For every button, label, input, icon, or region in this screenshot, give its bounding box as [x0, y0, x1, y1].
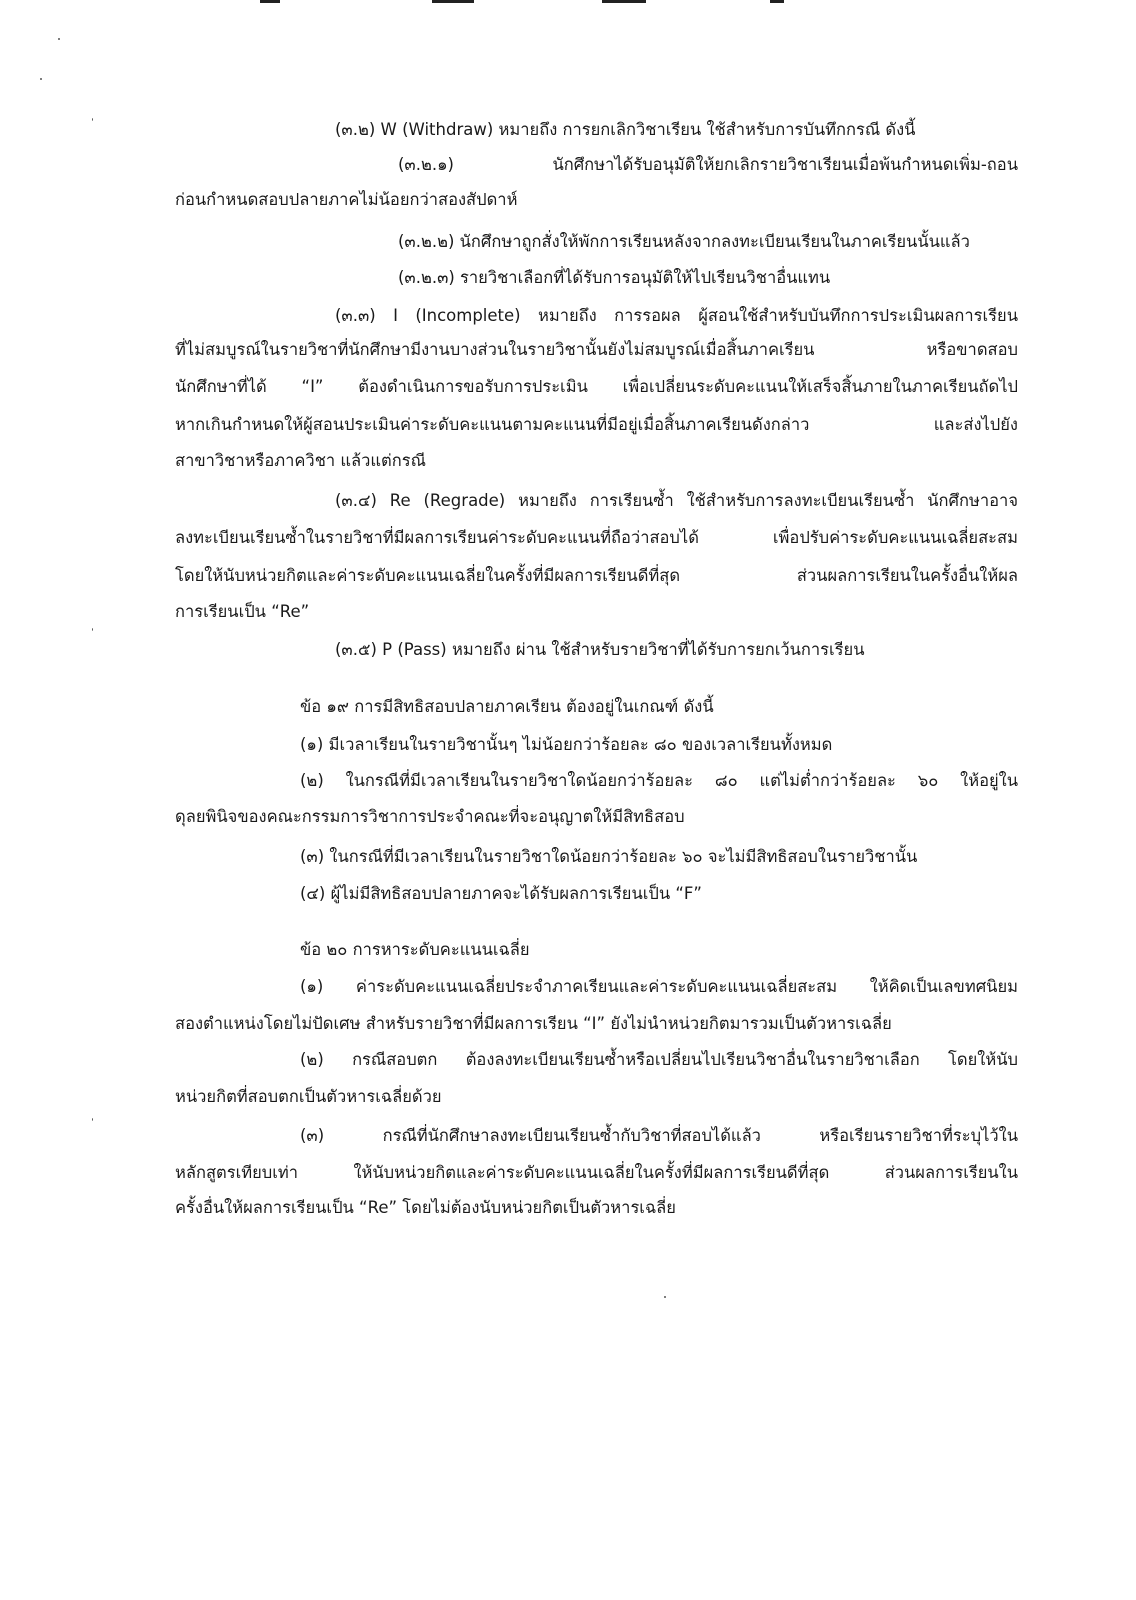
sec-3-3-line5: สาขาวิชาหรือภาควิชา แล้วแต่กรณี: [175, 451, 426, 470]
sec-3-5-line1: (๓.๕) P (Pass) หมายถึง ผ่าน ใช้สำหรับรายวิชาที่ได้รับการยกเว้นการเรียน: [335, 640, 865, 659]
sec-3-2-3: (๓.๒.๓) รายวิชาเลือกที่ได้รับการอนุมัติให้ไปเรียนวิชาอื่นแทน: [398, 268, 831, 287]
scan-speck: [92, 118, 93, 121]
sec-3-2-1-line2: ก่อนกำหนดสอบปลายภาคไม่น้อยกว่าสองสัปดาห์: [175, 190, 518, 209]
sec-3-3-line3: นักศึกษาที่ได้ “I” ต้องดำเนินการขอรับการประเมิน เพื่อเปลี่ยนระดับคะแนนให้เสร็จสิ้นภายในภาคเรียนถัดไป: [175, 377, 1018, 396]
top-edge-marks: [0, 0, 1136, 8]
sec-3-4-line3: โดยให้นับหน่วยกิตและค่าระดับคะแนนเฉลี่ยในครั้งที่มีผลการเรียนดีที่สุด ส่วนผลการเรียนในครั้งอื่นให้ผล: [175, 566, 1018, 585]
sec-3-2-heading: (๓.๒) W (Withdraw) หมายถึง การยกเลิกวิชาเรียน ใช้สำหรับการบันทึกกรณี ดังนี้: [335, 120, 916, 139]
sec-3-2-2: (๓.๒.๒) นักศึกษาถูกสั่งให้พักการเรียนหลังจากลงทะเบียนเรียนในภาคเรียนนั้นแล้ว: [398, 232, 970, 251]
scan-speck: [92, 1118, 93, 1121]
art-20-item-3-line2: หลักสูตรเทียบเท่า ให้นับหน่วยกิตและค่าระดับคะแนนเฉลี่ยในครั้งที่มีผลการเรียนดีที่สุด ส่วนผลการเรียนใน: [175, 1163, 1018, 1182]
art-20-item-2-line2: หน่วยกิตที่สอบตกเป็นตัวหารเฉลี่ยด้วย: [175, 1087, 442, 1106]
art-19-item-2-line1: (๒) ในกรณีที่มีเวลาเรียนในรายวิชาใดน้อยกว่าร้อยละ ๘๐ แต่ไม่ต่ำกว่าร้อยละ ๖๐ ให้อยู่ใน: [300, 771, 1018, 790]
sec-3-4-line4: การเรียนเป็น “Re”: [175, 602, 310, 621]
art-20-item-1-line2: สองตำแหน่งโดยไม่ปัดเศษ สำหรับรายวิชาที่มีผลการเรียน “I” ยังไม่นำหน่วยกิตมารวมเป็นตัวหารเฉลี่ย: [175, 1014, 892, 1033]
sec-3-3-line1: (๓.๓) I (Incomplete) หมายถึง การรอผล ผู้สอนใช้สำหรับบันทึกการประเมินผลการเรียน: [335, 306, 1018, 325]
sec-3-2-1-line1: (๓.๒.๑) นักศึกษาได้รับอนุมัติให้ยกเลิกรายวิชาเรียนเมื่อพ้นกำหนดเพิ่ม-ถอน: [398, 155, 1018, 174]
art-20-item-3-line1: (๓) กรณีที่นักศึกษาลงทะเบียนเรียนซ้ำกับวิชาที่สอบได้แล้ว หรือเรียนรายวิชาที่ระบุไว้ใน: [300, 1126, 1018, 1145]
sec-3-4-line1: (๓.๔) Re (Regrade) หมายถึง การเรียนซ้ำ ใช้สำหรับการลงทะเบียนเรียนซ้ำ นักศึกษาอาจ: [335, 491, 1018, 510]
art-20-heading: ข้อ ๒๐ การหาระดับคะแนนเฉลี่ย: [300, 940, 530, 959]
scan-speck: [58, 38, 60, 40]
scan-speck: [40, 78, 42, 80]
art-19-item-4: (๔) ผู้ไม่มีสิทธิสอบปลายภาคจะได้รับผลการเรียนเป็น “F”: [300, 884, 702, 903]
scan-speck: [664, 1296, 666, 1298]
sec-3-3-line2: ที่ไม่สมบูรณ์ในรายวิชาที่นักศึกษามีงานบางส่วนในรายวิชานั้นยังไม่สมบูรณ์เมื่อสิ้นภาคเรียน หรือขาดสอบ: [175, 340, 1018, 359]
art-20-item-3-line3: ครั้งอื่นให้ผลการเรียนเป็น “Re” โดยไม่ต้องนับหน่วยกิตเป็นตัวหารเฉลี่ย: [175, 1198, 676, 1217]
art-19-item-2-line2: ดุลยพินิจของคณะกรรมการวิชาการประจำคณะที่จะอนุญาตให้มีสิทธิสอบ: [175, 807, 685, 826]
sec-3-3-line4: หากเกินกำหนดให้ผู้สอนประเมินค่าระดับคะแนนตามคะแนนที่มีอยู่เมื่อสิ้นภาคเรียนดังกล่าว และส่งไปยัง: [175, 415, 1018, 434]
scan-speck: [92, 628, 93, 631]
art-19-item-3: (๓) ในกรณีที่มีเวลาเรียนในรายวิชาใดน้อยกว่าร้อยละ ๖๐ จะไม่มีสิทธิสอบในรายวิชานั้น: [300, 847, 918, 866]
art-20-item-2-line1: (๒) กรณีสอบตก ต้องลงทะเบียนเรียนซ้ำหรือเปลี่ยนไปเรียนวิชาอื่นในรายวิชาเลือก โดยให้นับ: [300, 1050, 1018, 1069]
sec-3-4-line2: ลงทะเบียนเรียนซ้ำในรายวิชาที่มีผลการเรียนค่าระดับคะแนนที่ถือว่าสอบได้ เพื่อปรับค่าระดับคะแนนเฉลี่ยสะสม: [175, 528, 1018, 547]
art-19-item-1: (๑) มีเวลาเรียนในรายวิชานั้นๆ ไม่น้อยกว่าร้อยละ ๘๐ ของเวลาเรียนทั้งหมด: [300, 735, 833, 754]
art-19-heading: ข้อ ๑๙ การมีสิทธิสอบปลายภาคเรียน ต้องอยู่ในเกณฑ์ ดังนี้: [300, 697, 714, 716]
art-20-item-1-line1: (๑) ค่าระดับคะแนนเฉลี่ยประจำภาคเรียนและค่าระดับคะแนนเฉลี่ยสะสม ให้คิดเป็นเลขทศนิยม: [300, 977, 1018, 996]
